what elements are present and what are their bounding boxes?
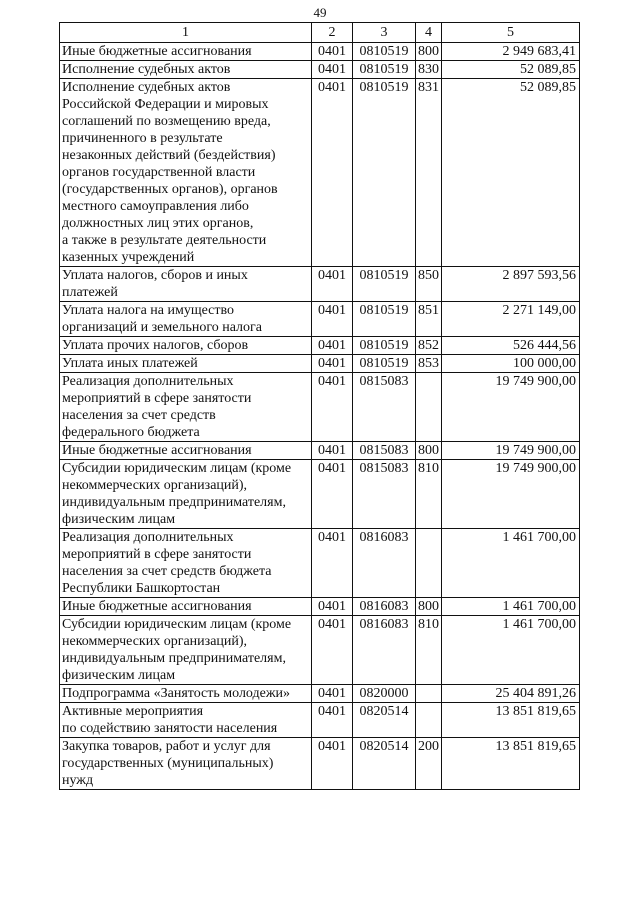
row-amount-cell: 1 461 700,00 bbox=[442, 529, 580, 598]
row-target-cell: 0810519 bbox=[353, 43, 416, 61]
row-target-cell: 0816083 bbox=[353, 529, 416, 598]
table-row bbox=[60, 43, 580, 61]
row-section-cell: 0401 bbox=[312, 703, 353, 738]
budget-table bbox=[59, 22, 580, 790]
row-name-cell: Иные бюджетные ассигнования bbox=[60, 442, 312, 460]
table-header-row bbox=[60, 23, 580, 43]
row-section-cell: 0401 bbox=[312, 598, 353, 616]
column-header-1: 1 bbox=[60, 23, 312, 43]
table-row bbox=[60, 61, 580, 79]
row-kind-cell: 853 bbox=[416, 355, 442, 373]
row-section-cell: 0401 bbox=[312, 685, 353, 703]
row-amount-cell: 52 089,85 bbox=[442, 61, 580, 79]
table-row bbox=[60, 598, 580, 616]
row-name-cell: Исполнение судебных актов Российской Федерации и мировых соглашений по возмещению вреда, причиненного в результате незаконных действий (бездействия) органов государственной власти (государственных органов), органов местного самоуправления либо должностных лиц этих органов, а также в результате деятельности казенных учреждений bbox=[60, 79, 312, 267]
table-row bbox=[60, 337, 580, 355]
row-name-cell: Уплата прочих налогов, сборов bbox=[60, 337, 312, 355]
row-kind-cell bbox=[416, 685, 442, 703]
row-name-cell: Реализация дополнительных мероприятий в сфере занятости населения за счет средств федерального бюджета bbox=[60, 373, 312, 442]
row-kind-cell bbox=[416, 373, 442, 442]
row-section-cell: 0401 bbox=[312, 43, 353, 61]
row-target-cell: 0815083 bbox=[353, 373, 416, 442]
table-row bbox=[60, 616, 580, 685]
row-kind-cell: 810 bbox=[416, 460, 442, 529]
row-kind-cell: 831 bbox=[416, 79, 442, 267]
row-name-cell: Уплата иных платежей bbox=[60, 355, 312, 373]
table-row bbox=[60, 79, 580, 267]
row-name-cell: Субсидии юридическим лицам (кроме некоммерческих организаций), индивидуальным предпринимателям, физическим лицам bbox=[60, 616, 312, 685]
row-amount-cell: 19 749 900,00 bbox=[442, 442, 580, 460]
row-target-cell: 0816083 bbox=[353, 616, 416, 685]
row-kind-cell: 800 bbox=[416, 598, 442, 616]
row-name-cell: Закупка товаров, работ и услуг для государственных (муниципальных) нужд bbox=[60, 738, 312, 790]
table-row bbox=[60, 267, 580, 302]
row-amount-cell: 52 089,85 bbox=[442, 79, 580, 267]
row-kind-cell: 850 bbox=[416, 267, 442, 302]
table-row bbox=[60, 703, 580, 738]
table-row bbox=[60, 373, 580, 442]
row-kind-cell: 810 bbox=[416, 616, 442, 685]
row-amount-cell: 2 271 149,00 bbox=[442, 302, 580, 337]
row-name-cell: Реализация дополнительных мероприятий в сфере занятости населения за счет средств бюджета Республики Башкортостан bbox=[60, 529, 312, 598]
row-kind-cell: 800 bbox=[416, 442, 442, 460]
row-target-cell: 0820514 bbox=[353, 738, 416, 790]
column-header-5: 5 bbox=[442, 23, 580, 43]
row-section-cell: 0401 bbox=[312, 302, 353, 337]
table-row bbox=[60, 738, 580, 790]
row-section-cell: 0401 bbox=[312, 616, 353, 685]
row-amount-cell: 526 444,56 bbox=[442, 337, 580, 355]
row-name-cell: Субсидии юридическим лицам (кроме некоммерческих организаций), индивидуальным предпринимателям, физическим лицам bbox=[60, 460, 312, 529]
row-target-cell: 0815083 bbox=[353, 442, 416, 460]
row-target-cell: 0820514 bbox=[353, 703, 416, 738]
page-number: 49 bbox=[313, 5, 327, 20]
row-amount-cell: 1 461 700,00 bbox=[442, 616, 580, 685]
row-name-cell: Уплата налогов, сборов и иных платежей bbox=[60, 267, 312, 302]
row-name-cell: Исполнение судебных актов bbox=[60, 61, 312, 79]
row-target-cell: 0810519 bbox=[353, 79, 416, 267]
row-section-cell: 0401 bbox=[312, 529, 353, 598]
row-section-cell: 0401 bbox=[312, 460, 353, 529]
row-kind-cell bbox=[416, 703, 442, 738]
row-kind-cell: 830 bbox=[416, 61, 442, 79]
row-section-cell: 0401 bbox=[312, 267, 353, 302]
row-amount-cell: 13 851 819,65 bbox=[442, 703, 580, 738]
row-section-cell: 0401 bbox=[312, 442, 353, 460]
table-row bbox=[60, 302, 580, 337]
table-row bbox=[60, 529, 580, 598]
row-target-cell: 0810519 bbox=[353, 61, 416, 79]
row-amount-cell: 25 404 891,26 bbox=[442, 685, 580, 703]
row-target-cell: 0815083 bbox=[353, 460, 416, 529]
table-row bbox=[60, 460, 580, 529]
row-kind-cell: 800 bbox=[416, 43, 442, 61]
row-amount-cell: 19 749 900,00 bbox=[442, 373, 580, 442]
row-amount-cell: 2 949 683,41 bbox=[442, 43, 580, 61]
column-header-3: 3 bbox=[353, 23, 416, 43]
row-kind-cell: 852 bbox=[416, 337, 442, 355]
row-target-cell: 0810519 bbox=[353, 355, 416, 373]
table-row bbox=[60, 685, 580, 703]
row-name-cell: Активные мероприятия по содействию занятости населения bbox=[60, 703, 312, 738]
table-row bbox=[60, 355, 580, 373]
row-amount-cell: 13 851 819,65 bbox=[442, 738, 580, 790]
budget-table-container bbox=[59, 22, 579, 790]
row-amount-cell: 100 000,00 bbox=[442, 355, 580, 373]
row-section-cell: 0401 bbox=[312, 79, 353, 267]
row-section-cell: 0401 bbox=[312, 373, 353, 442]
row-target-cell: 0810519 bbox=[353, 267, 416, 302]
row-name-cell: Иные бюджетные ассигнования bbox=[60, 598, 312, 616]
row-name-cell: Уплата налога на имущество организаций и земельного налога bbox=[60, 302, 312, 337]
row-target-cell: 0810519 bbox=[353, 337, 416, 355]
row-kind-cell: 200 bbox=[416, 738, 442, 790]
row-kind-cell: 851 bbox=[416, 302, 442, 337]
row-section-cell: 0401 bbox=[312, 61, 353, 79]
table-body bbox=[60, 43, 580, 790]
row-amount-cell: 2 897 593,56 bbox=[442, 267, 580, 302]
row-section-cell: 0401 bbox=[312, 738, 353, 790]
row-amount-cell: 19 749 900,00 bbox=[442, 460, 580, 529]
row-name-cell: Подпрограмма «Занятость молодежи» bbox=[60, 685, 312, 703]
row-name-cell: Иные бюджетные ассигнования bbox=[60, 43, 312, 61]
row-section-cell: 0401 bbox=[312, 355, 353, 373]
column-header-4: 4 bbox=[416, 23, 442, 43]
row-target-cell: 0810519 bbox=[353, 302, 416, 337]
row-target-cell: 0820000 bbox=[353, 685, 416, 703]
row-target-cell: 0816083 bbox=[353, 598, 416, 616]
column-header-2: 2 bbox=[312, 23, 353, 43]
row-amount-cell: 1 461 700,00 bbox=[442, 598, 580, 616]
row-section-cell: 0401 bbox=[312, 337, 353, 355]
table-row bbox=[60, 442, 580, 460]
row-kind-cell bbox=[416, 529, 442, 598]
